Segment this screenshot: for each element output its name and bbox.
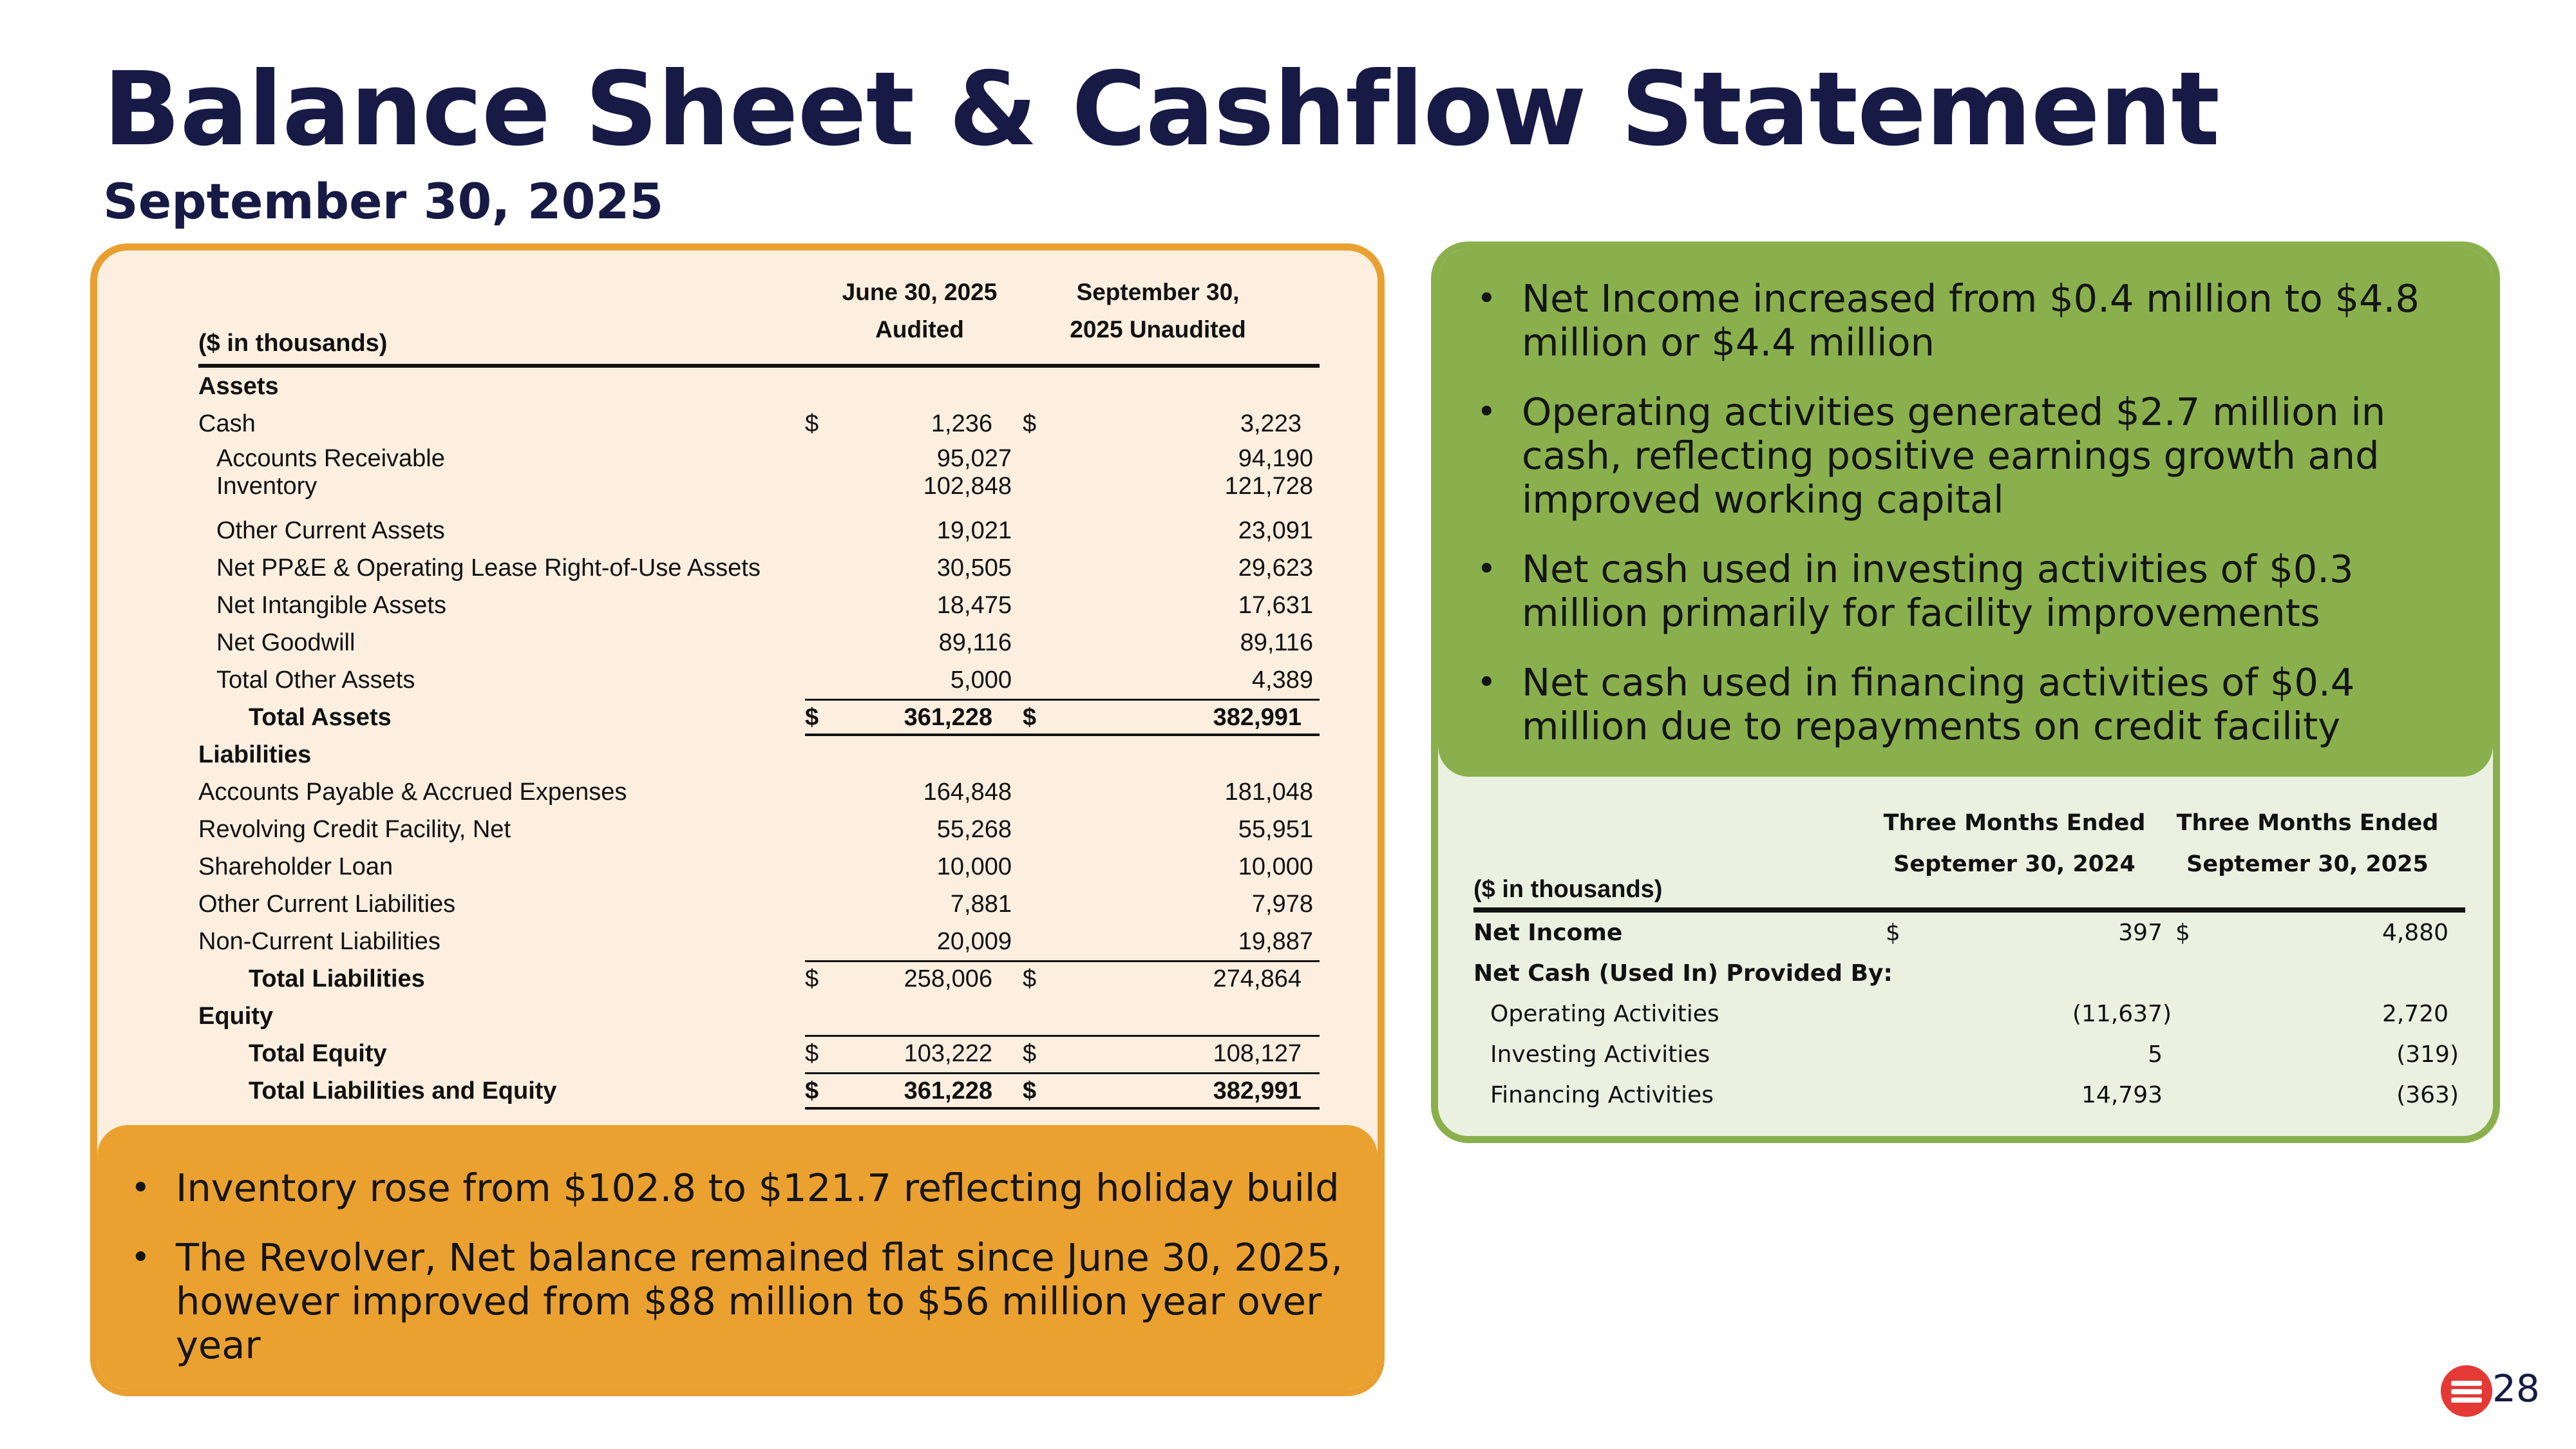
- table-row: Net PP&E & Operating Lease Right-of-Use Assets 30,505 29,623: [216, 554, 1313, 582]
- balance-sheet-panel: [90, 243, 1385, 1396]
- cashflow-header: [1473, 802, 2465, 913]
- table-row: Non-Current Liabilities 20,009 19,887: [198, 928, 1313, 955]
- column-header-line: Septemer 30, 2024: [1893, 851, 2136, 877]
- section-header-net-cash: Net Cash (Used In) Provided By:: [1473, 960, 1893, 987]
- section-header-assets: Assets: [198, 373, 279, 400]
- column-header-line: Audited: [875, 316, 964, 343]
- column-header-june: [810, 274, 1029, 348]
- bullet-item: • Inventory rose from $102.8 to $121.7 reflecting holiday build: [117, 1166, 1352, 1210]
- column-header-2025: [2163, 802, 2452, 885]
- logo-stroke: [2451, 1389, 2482, 1394]
- section-header-liabilities: Liabilities: [198, 741, 312, 768]
- table-row: Cash $ 1,236 $ 3,223: [198, 410, 1302, 437]
- bullet-item: • Net Income increased from $0.4 million to $4.8 million or $4.4 million: [1457, 277, 2474, 365]
- table-row: Inventory 102,848 121,728: [216, 473, 1313, 500]
- units-label: ($ in thousands): [198, 330, 388, 357]
- total-row: Total Equity $ 103,222 $ 108,127: [198, 1035, 1320, 1072]
- column-header-line: 2025 Unaudited: [1070, 316, 1246, 343]
- units-label: ($ in thousands): [1473, 876, 1663, 903]
- logo-stroke: [2451, 1397, 2482, 1403]
- cashflow-table: [1473, 802, 2465, 1115]
- cashflow-panel: [1431, 242, 2500, 1143]
- column-header-line: September 30,: [1076, 279, 1240, 305]
- table-row: Total Other Assets 5,000 4,389: [216, 667, 1313, 694]
- table-row: Financing Activities 14,793 (363): [1490, 1082, 2459, 1108]
- column-header-line: Septemer 30, 2025: [2186, 851, 2429, 877]
- section-header-equity: Equity: [198, 1003, 274, 1030]
- page-number: 28: [2492, 1367, 2540, 1410]
- bullet-item: • The Revolver, Net balance remained flat since June 30, 2025, however improved from $88 million to $56 million year over year: [117, 1236, 1352, 1367]
- bullet-item: • Net cash used in investing activities of $0.3 million primarily for facility improvements: [1457, 547, 2474, 635]
- logo-stroke: [2451, 1381, 2482, 1386]
- table-row: Accounts Payable & Accrued Expenses 164,848 181,048: [198, 779, 1313, 806]
- table-row: Accounts Receivable 95,027 94,190: [216, 445, 1313, 472]
- cashflow-commentary: [1438, 249, 2493, 777]
- total-row: Total Assets $ 361,228 $ 382,991: [198, 699, 1320, 736]
- table-row: Shareholder Loan 10,000 10,000: [198, 853, 1313, 880]
- table-row: Revolving Credit Facility, Net 55,268 55,951: [198, 816, 1313, 843]
- table-row: Net Income $ 397 $ 4,880: [1473, 920, 2448, 946]
- bullet-item: • Net cash used in financing activities of $0.4 million due to repayments on credit facility: [1457, 661, 2474, 748]
- page-subtitle: September 30, 2025: [103, 173, 664, 230]
- bullet-item: • Operating activities generated $2.7 million in cash, reflecting positive earnings growth and improved working capital: [1457, 390, 2474, 522]
- total-row: Total Liabilities and Equity $ 361,228 $ 382,991: [198, 1072, 1320, 1110]
- total-row: Total Liabilities $ 258,006 $ 274,864: [198, 960, 1320, 998]
- balance-sheet-table: [198, 267, 1320, 1110]
- column-header-line: June 30, 2025: [842, 279, 998, 305]
- page-title: Balance Sheet & Cashflow Statement: [103, 50, 2220, 169]
- column-header-line: Three Months Ended: [2176, 810, 2439, 836]
- table-row: Operating Activities (11,637) 2,720: [1490, 1001, 2448, 1027]
- column-header-september: [1029, 274, 1287, 348]
- table-row: Net Intangible Assets 18,475 17,631: [216, 592, 1313, 619]
- column-header-line: Three Months Ended: [1883, 810, 2146, 836]
- balance-sheet-commentary: [97, 1125, 1378, 1389]
- table-row: Net Goodwill 89,116 89,116: [216, 629, 1313, 656]
- table-row: Other Current Assets 19,021 23,091: [216, 517, 1313, 544]
- table-row: Investing Activities 5 (319): [1490, 1041, 2459, 1068]
- column-header-2024: [1873, 802, 2156, 885]
- table-row: Other Current Liabilities 7,881 7,978: [198, 891, 1313, 918]
- balance-sheet-header: [198, 267, 1320, 368]
- company-logo-icon: [2441, 1365, 2492, 1417]
